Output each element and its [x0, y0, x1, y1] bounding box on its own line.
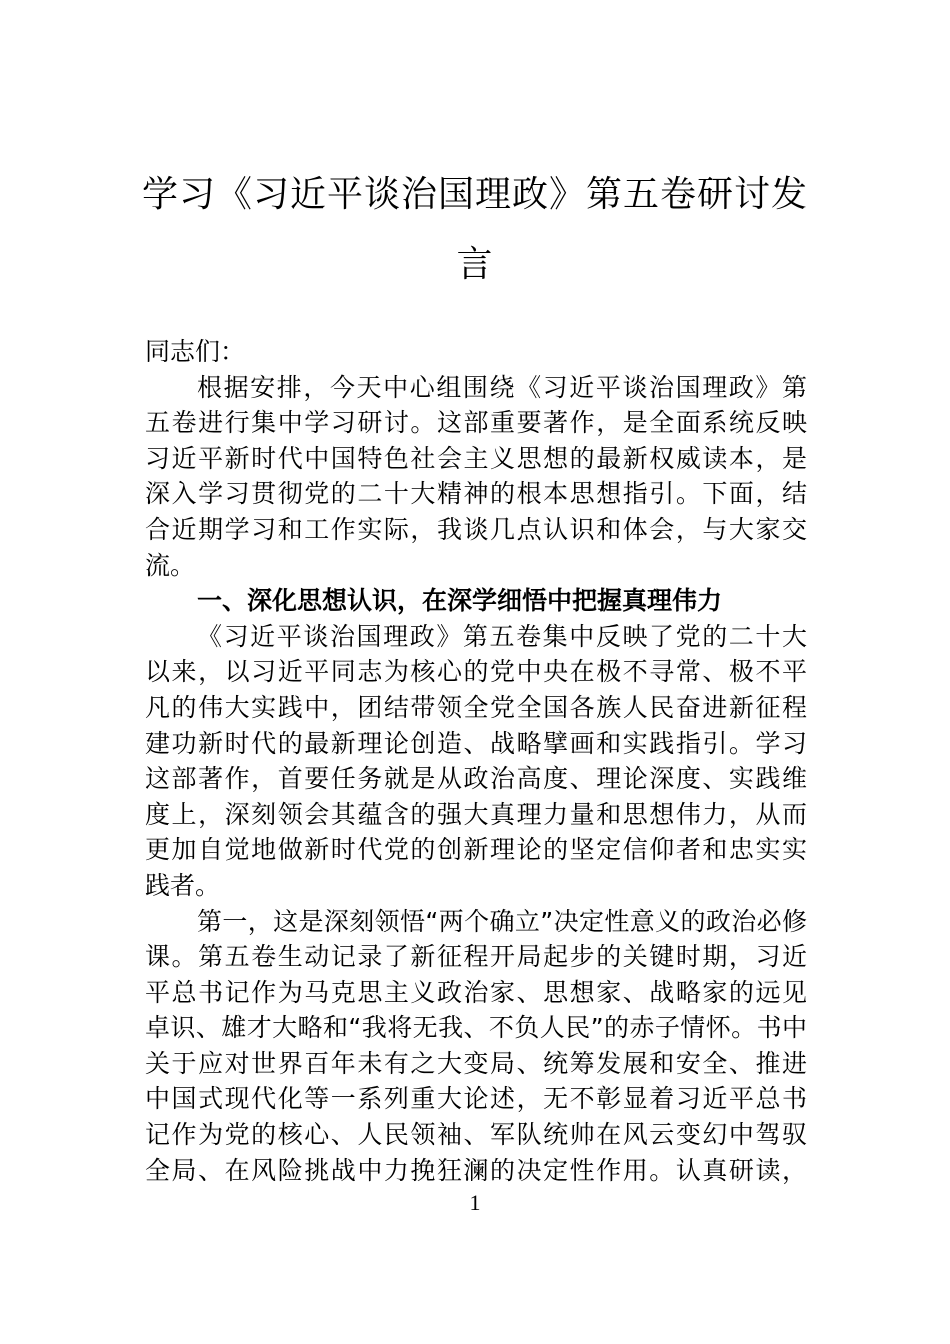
text-line: 深入学习贯彻党的二十大精神的根本思想指引。下面，结 [145, 479, 807, 509]
text-line: 流。 [145, 550, 196, 580]
salutation [145, 334, 807, 370]
text-line: 平总书记作为马克思主义政治家、思想家、战略家的远见 [145, 977, 807, 1007]
text-line: 全局、在风险挑战中力挽狂澜的决定性作用。认真研读， [145, 1155, 807, 1185]
text-line: 课。第五卷生动记录了新征程开局起步的关键时期，习近 [145, 942, 807, 972]
title-line: 言 [456, 244, 494, 285]
text-line: 第一，这是深刻领悟“两个确立”决定性意义的政治必修 [197, 906, 807, 936]
page-number: 1 [469, 1190, 481, 1215]
text-line: 更加自觉地做新时代党的创新理论的坚定信仰者和忠实实 [145, 835, 807, 865]
text-line: 记作为党的核心、人民领袖、军队统帅在风云变幻中驾驭 [145, 1120, 807, 1150]
text-line: 凡的伟大实践中，团结带领全党全国各族人民奋进新征程 [145, 692, 807, 722]
text-line: 关于应对世界百年未有之大变局、统筹发展和安全、推进 [145, 1048, 807, 1078]
text-line: 这部著作，首要任务就是从政治高度、理论深度、实践维 [145, 764, 807, 794]
text-line: 合近期学习和工作实际，我谈几点认识和体会，与大家交 [145, 514, 807, 544]
paragraph [145, 619, 807, 904]
text-line: 根据安排，今天中心组围绕《习近平谈治国理政》第 [197, 372, 807, 402]
paragraph [145, 370, 807, 584]
text-line: 以来，以习近平同志为核心的党中央在极不寻常、极不平 [145, 657, 807, 687]
document-body [145, 334, 807, 1188]
text-line: 建功新时代的最新理论创造、战略擘画和实践指引。学习 [145, 728, 807, 758]
text-line: 同志们： [145, 337, 246, 366]
title-line: 学习《习近平谈治国理政》第五卷研讨发 [141, 174, 808, 215]
text-line: 践者。 [145, 870, 221, 900]
text-line: 卓识、雄才大略和“我将无我、不负人民”的赤子情怀。书中 [145, 1013, 807, 1043]
paragraph [145, 904, 807, 1189]
text-line: 一、深化思想认识，在深学细悟中把握真理伟力 [197, 586, 723, 616]
text-line: 习近平新时代中国特色社会主义思想的最新权威读本，是 [145, 443, 807, 473]
section-heading [145, 583, 807, 619]
text-line: 五卷进行集中学习研讨。这部重要著作，是全面系统反映 [145, 408, 807, 438]
text-line: 中国式现代化等一系列重大论述，无不彰显着习近平总书 [145, 1084, 807, 1114]
document-title [100, 160, 850, 300]
text-line: 《习近平谈治国理政》第五卷集中反映了党的二十大 [197, 621, 807, 651]
text-line: 度上，深刻领会其蕴含的强大真理力量和思想伟力，从而 [145, 799, 807, 829]
